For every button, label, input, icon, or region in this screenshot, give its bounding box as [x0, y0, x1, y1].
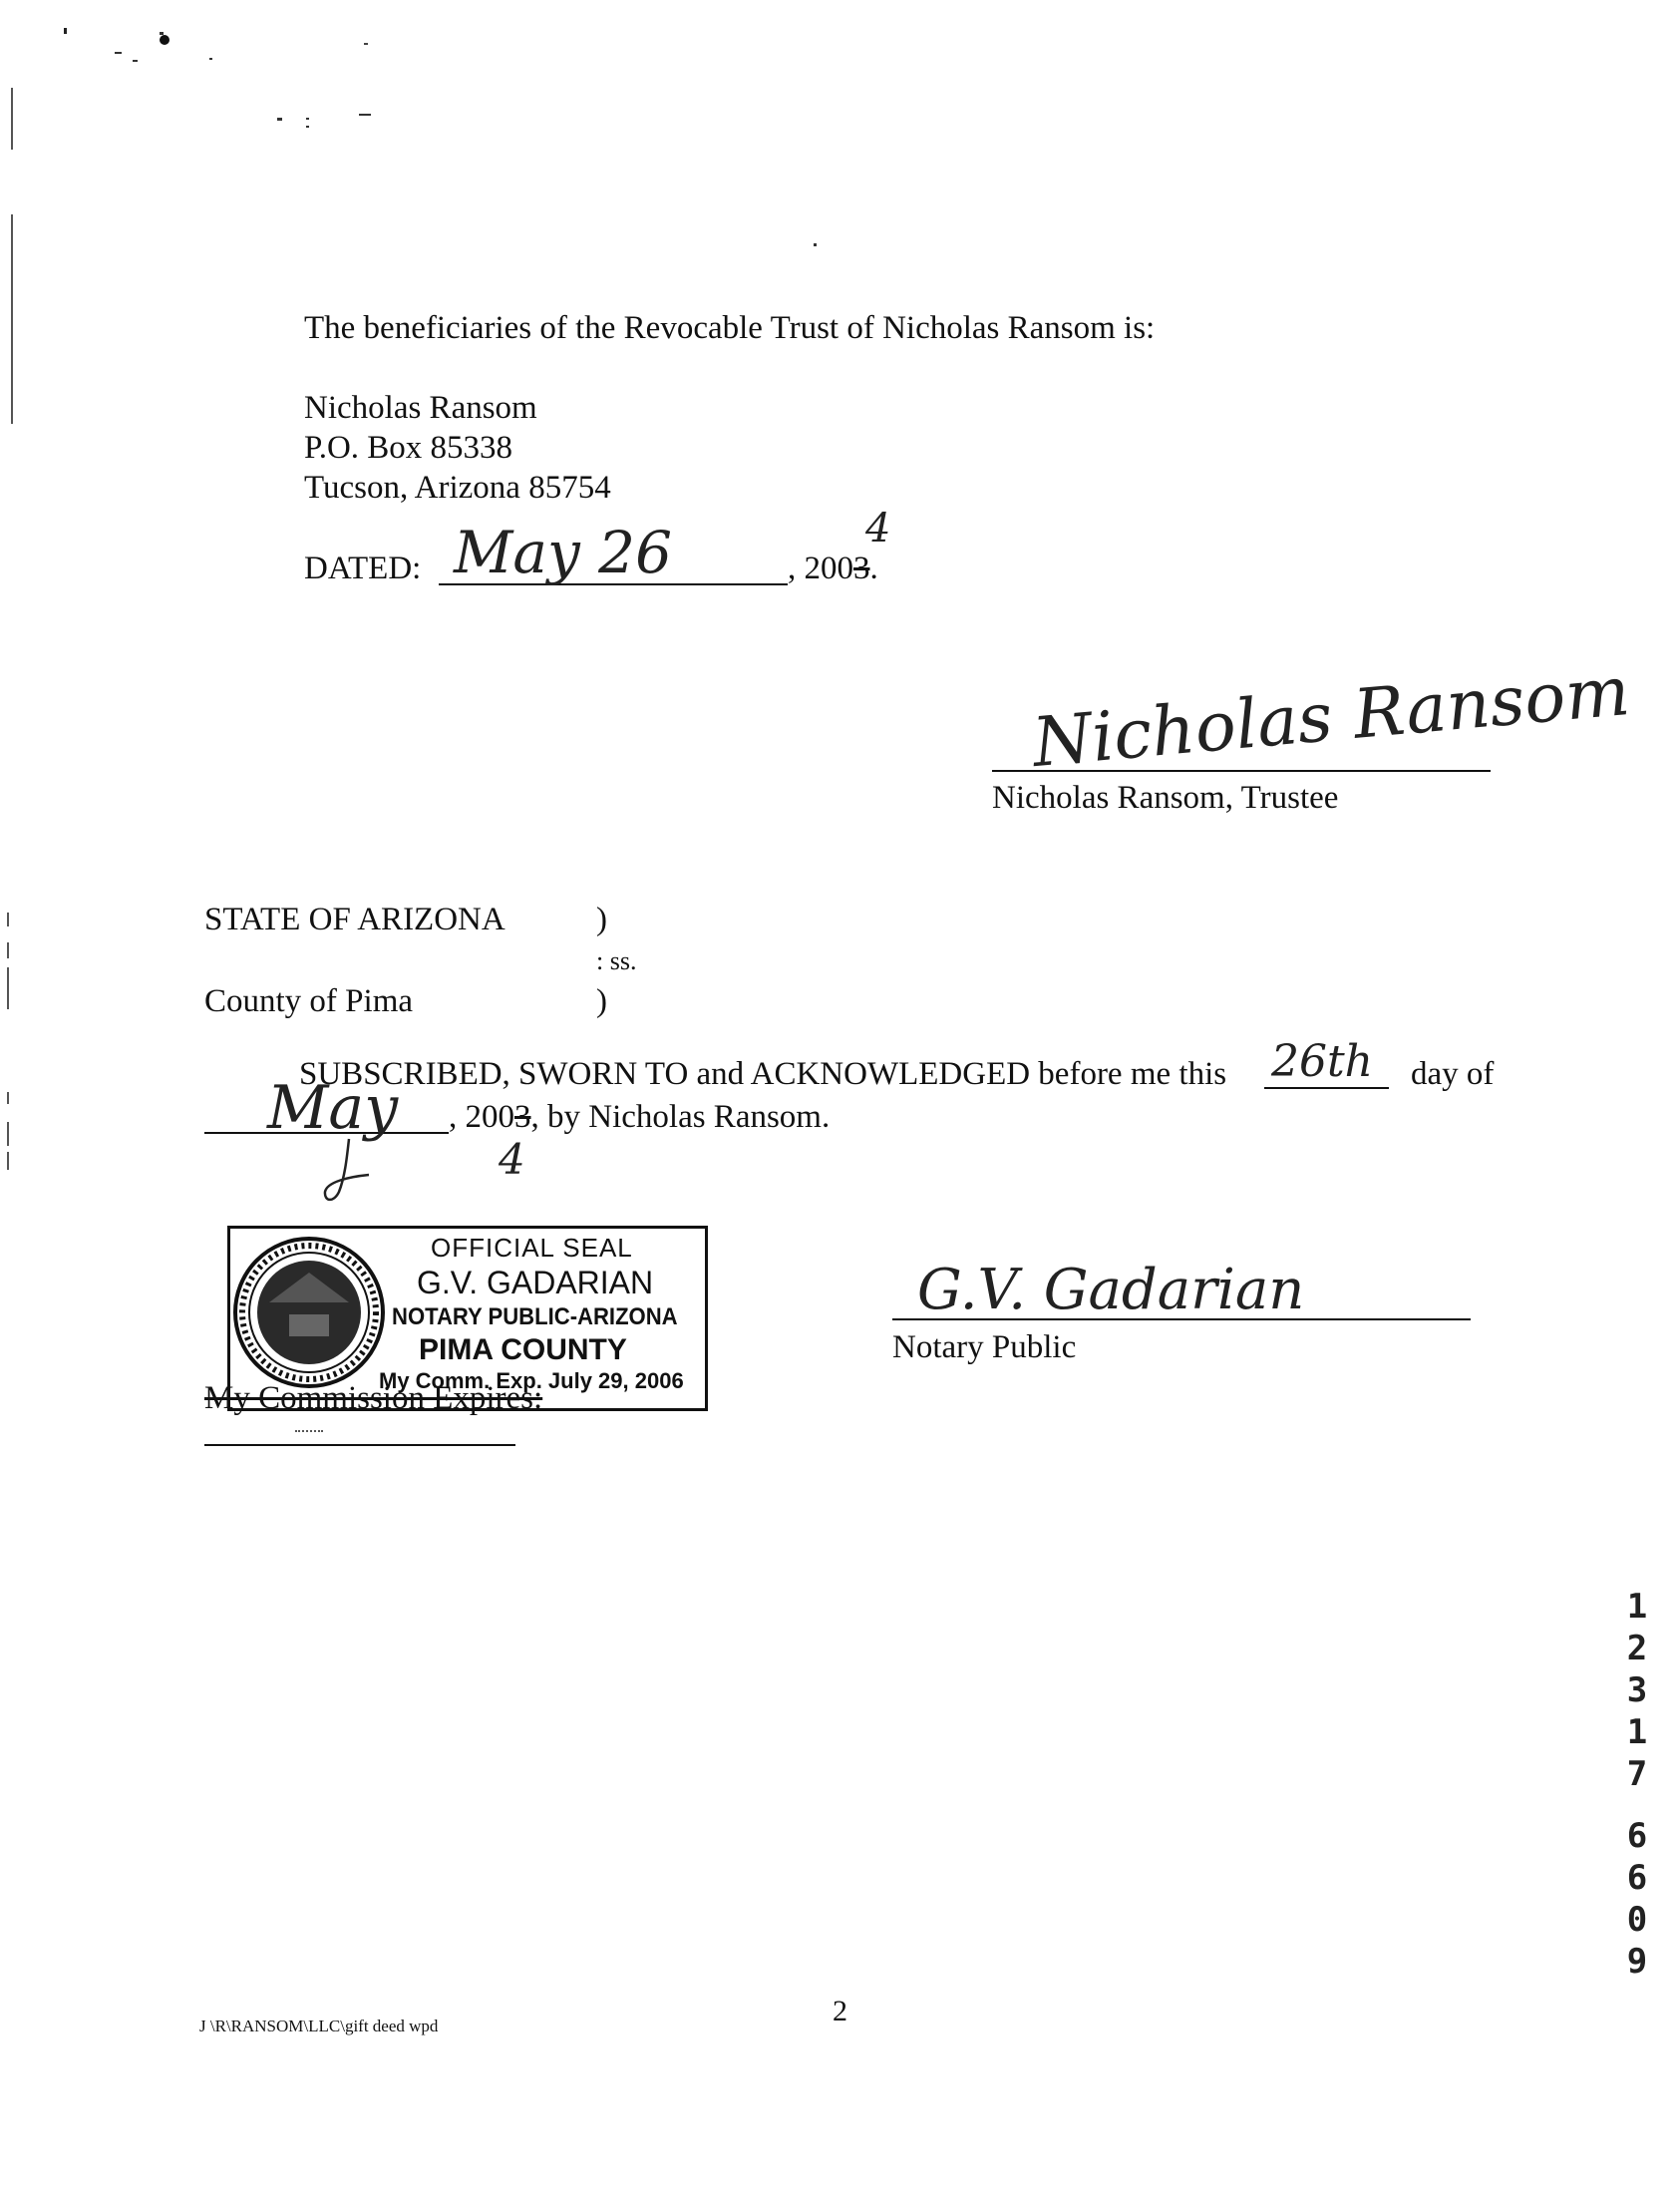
recording-digit: 2 — [1626, 1629, 1648, 1668]
left-margin-marks — [0, 0, 30, 1197]
acknowledgment-text: SUBSCRIBED, SWORN TO and ACKNOWLEDGED before me this — [299, 1056, 1227, 1092]
venue-ss: : ss. — [596, 946, 637, 975]
beneficiaries-statement: The beneficiaries of the Revocable Trust of Nicholas Ransom is: — [304, 310, 1156, 346]
ack-line2 — [449, 1097, 830, 1137]
recording-digit: 0 — [1626, 1900, 1648, 1940]
notary-signature: G.V. Gadarian — [917, 1258, 1305, 1322]
ack-month-handwritten: May — [267, 1073, 399, 1143]
recording-number — [1617, 1586, 1657, 1983]
ack-year-struck: 3 — [514, 1099, 531, 1135]
seal-expiration: My Comm. Exp. July 29, 2006 — [379, 1368, 684, 1393]
trustee-signature-line — [992, 770, 1491, 772]
ack-hand-flourish — [319, 1137, 379, 1207]
venue-paren-open: ) — [596, 902, 607, 937]
recording-digit: 6 — [1626, 1816, 1648, 1856]
recording-gap — [1617, 1795, 1657, 1815]
recording-digit: 7 — [1626, 1754, 1648, 1794]
notary-signature-line — [892, 1318, 1471, 1320]
trustee-signature: Nicholas Ransom — [1029, 651, 1633, 784]
stray-dot — [814, 243, 817, 246]
recording-digit: 3 — [1626, 1670, 1648, 1710]
commission-expires-label: My Commission Expires: — [204, 1380, 543, 1416]
dated-year-prefix: , 200 — [788, 551, 853, 586]
dated-label: DATED: — [304, 551, 422, 586]
seal-role: NOTARY PUBLIC-ARIZONA — [392, 1303, 678, 1330]
recording-digit: 9 — [1626, 1942, 1648, 1982]
seal-title: OFFICIAL SEAL — [431, 1233, 633, 1263]
state-seal-emblem — [229, 1233, 389, 1392]
dated-handwritten: May 26 — [454, 519, 672, 586]
dated-period: . — [869, 551, 878, 586]
seal-county: PIMA COUNTY — [419, 1333, 627, 1366]
stray-marks — [295, 1430, 323, 1436]
scan-specks — [0, 0, 419, 140]
commission-expires-line — [204, 1444, 515, 1446]
seal-name: G.V. GADARIAN — [417, 1265, 654, 1300]
beneficiary-po-box: P.O. Box 85338 — [304, 430, 513, 466]
ack-year-prefix: , 200 — [449, 1099, 514, 1135]
recording-digit: 1 — [1626, 1712, 1648, 1752]
dated-year-struck: 3 — [853, 551, 870, 586]
page-number: 2 — [833, 1995, 847, 2027]
venue-paren-close: ) — [596, 983, 607, 1019]
ack-day-blank — [1264, 1087, 1389, 1089]
beneficiary-name: Nicholas Ransom — [304, 390, 537, 426]
dated-year — [788, 549, 878, 588]
ack-by-name: , by Nicholas Ransom. — [530, 1099, 831, 1135]
notary-caption: Notary Public — [892, 1329, 1077, 1365]
recording-digit: 6 — [1626, 1858, 1648, 1898]
ack-day-handwritten: 26th — [1271, 1036, 1374, 1087]
ack-day-of: day of — [1411, 1056, 1495, 1092]
dated-year-correction: 4 — [865, 506, 891, 551]
ack-year-correction: 4 — [499, 1135, 525, 1184]
venue-county: County of Pima — [204, 983, 414, 1019]
venue-state: STATE OF ARIZONA — [204, 902, 505, 937]
beneficiary-city: Tucson, Arizona 85754 — [304, 470, 611, 506]
footer-file-path: J \R\RANSOM\LLC\gift deed wpd — [199, 2017, 439, 2035]
trustee-caption: Nicholas Ransom, Trustee — [992, 780, 1339, 816]
recording-digit: 1 — [1626, 1587, 1648, 1627]
